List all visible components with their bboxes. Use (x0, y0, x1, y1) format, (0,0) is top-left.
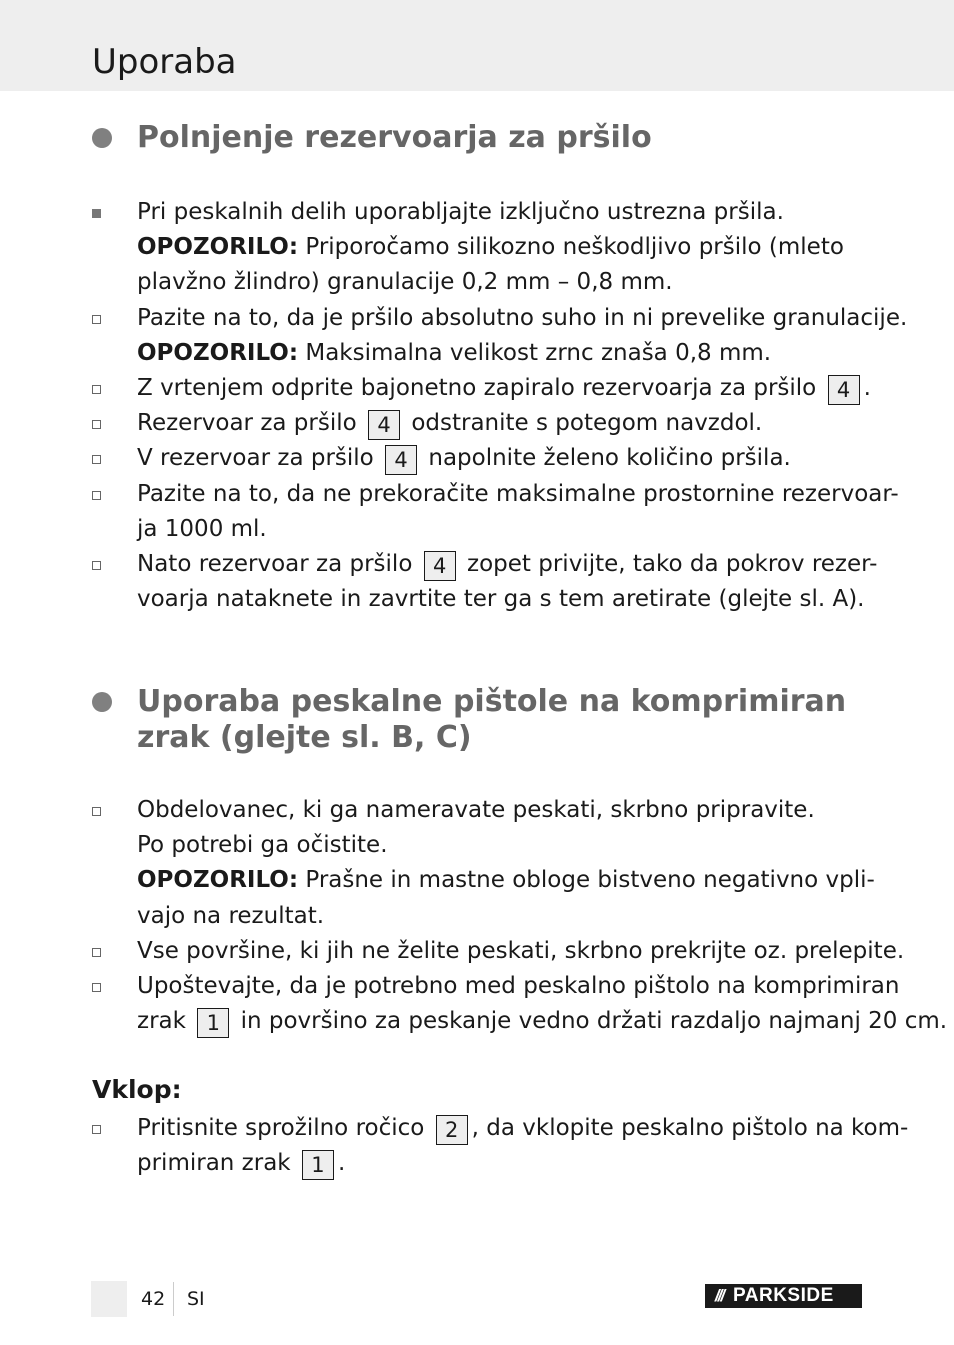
checkbox-icon (92, 948, 101, 957)
section-heading-text: Uporaba peskalne pištole na komprimiran (137, 684, 847, 719)
logo-stripes-icon: /// (714, 1286, 724, 1305)
subsection-heading: Vklop: (92, 1075, 182, 1104)
warning-label: OPOZORILO: (137, 234, 299, 261)
bullet-circle-icon (92, 128, 112, 148)
language-code: SI (187, 1288, 205, 1310)
checkbox-icon (92, 315, 101, 324)
list-item (92, 969, 948, 1039)
item-text: Z vrtenjem odprite bajonetno zapiralo rezervoarja za pršilo (137, 375, 817, 402)
list-item (92, 793, 875, 934)
section-heading (92, 120, 872, 156)
item-text: voarja nataknete in zavrtite ter ga s tem aretirate (glejte sl. A). (137, 586, 865, 613)
section-uporaba-pistole (92, 684, 872, 756)
brand-name: PARKSIDE (733, 1285, 834, 1306)
section-heading (92, 684, 872, 756)
footer-box (91, 1281, 127, 1317)
item-text: . (863, 375, 871, 402)
item-text: Obdelovanec, ki ga nameravate peskati, skrbno pripravite. (137, 797, 815, 823)
item-text: in površino za peskanje vedno držati razdaljo najmanj 20 cm. (240, 1008, 948, 1035)
warning-label: OPOZORILO: (137, 867, 299, 894)
list-item (92, 301, 908, 371)
checkbox-icon (92, 455, 101, 464)
checkbox-icon (92, 807, 101, 816)
item-text: vajo na rezultat. (137, 902, 325, 929)
warning-label: OPOZORILO: (137, 339, 299, 366)
checkbox-icon (92, 420, 101, 429)
part-reference-badge: 4 (385, 445, 417, 475)
item-text: odstranite s potegom navzdol. (411, 410, 763, 437)
section1-list (92, 195, 908, 617)
item-text: napolnite želeno količino pršila. (428, 445, 791, 472)
item-text: Prašne in mastne obloge bistveno negativno vpli- (298, 867, 875, 894)
item-text: zopet privijte, tako da pokrov rezer- (467, 551, 878, 578)
item-text: Po potrebi ga očistite. (137, 832, 388, 859)
section-heading-text: zrak (glejte sl. B, C) (137, 720, 472, 755)
checkbox-icon (92, 983, 101, 992)
part-reference-badge: 4 (828, 375, 860, 405)
part-reference-badge: 4 (424, 551, 456, 581)
item-text: Pritisnite sprožilno ročico (137, 1115, 425, 1141)
item-text: Pazite na to, da ne prekoračite maksimalne prostornine rezervoar- (137, 480, 899, 507)
part-reference-badge: 1 (302, 1150, 334, 1180)
item-text: Nato rezervoar za pršilo (137, 551, 413, 578)
item-text: V rezervoar za pršilo (137, 445, 374, 472)
part-reference-badge: 2 (436, 1115, 468, 1145)
list-item (92, 406, 867, 441)
checkbox-icon (92, 1125, 101, 1134)
subsection-list (92, 1111, 909, 1181)
footer-divider (173, 1282, 174, 1316)
section-heading-text: Polnjenje rezervoarja za pršilo (137, 120, 652, 155)
checkbox-icon (92, 385, 101, 394)
item-text: Pazite na to, da je pršilo absolutno suho in ni prevelike granulacije. (137, 304, 908, 331)
list-item (92, 934, 905, 969)
list-item (92, 1111, 909, 1181)
list-item (92, 195, 867, 301)
item-text: , da vklopite peskalno pištolo na kom- (471, 1115, 909, 1141)
list-item (92, 441, 867, 476)
part-reference-badge: 4 (368, 410, 400, 440)
part-reference-badge: 1 (197, 1008, 229, 1038)
item-text: . (337, 1150, 346, 1177)
list-item (92, 547, 878, 617)
item-text: plavžno žlindro) granulacije 0,2 mm – 0,8 mm. (137, 269, 673, 296)
item-text: ja 1000 ml. (137, 515, 267, 542)
item-text: primiran zrak (137, 1150, 291, 1177)
page-title: Uporaba (92, 42, 237, 82)
checkbox-icon (92, 561, 101, 570)
bullet-circle-icon (92, 692, 112, 712)
item-text: Pri peskalnih delih uporabljajte izključno ustrezna pršila. (137, 199, 784, 225)
page-number: 42 (141, 1288, 166, 1310)
item-text: Vse površine, ki jih ne želite peskati, skrbno prekrijte oz. prelepite. (137, 937, 905, 964)
checkbox-icon (92, 491, 101, 500)
item-text: Rezervoar za pršilo (137, 410, 357, 437)
section2-list (92, 793, 948, 1039)
section-polnjenje (92, 120, 872, 156)
item-text: zrak (137, 1008, 186, 1035)
item-text: Maksimalna velikost zrnc znaša 0,8 mm. (298, 339, 772, 366)
item-text: Priporočamo silikozno neškodljivo pršilo (mleto (298, 234, 844, 261)
square-bullet-icon (92, 209, 101, 218)
item-text: Upoštevajte, da je potrebno med peskalno pištolo na komprimiran (137, 973, 900, 1000)
brand-logo (705, 1284, 862, 1308)
list-item (92, 477, 899, 547)
list-item (92, 371, 871, 406)
